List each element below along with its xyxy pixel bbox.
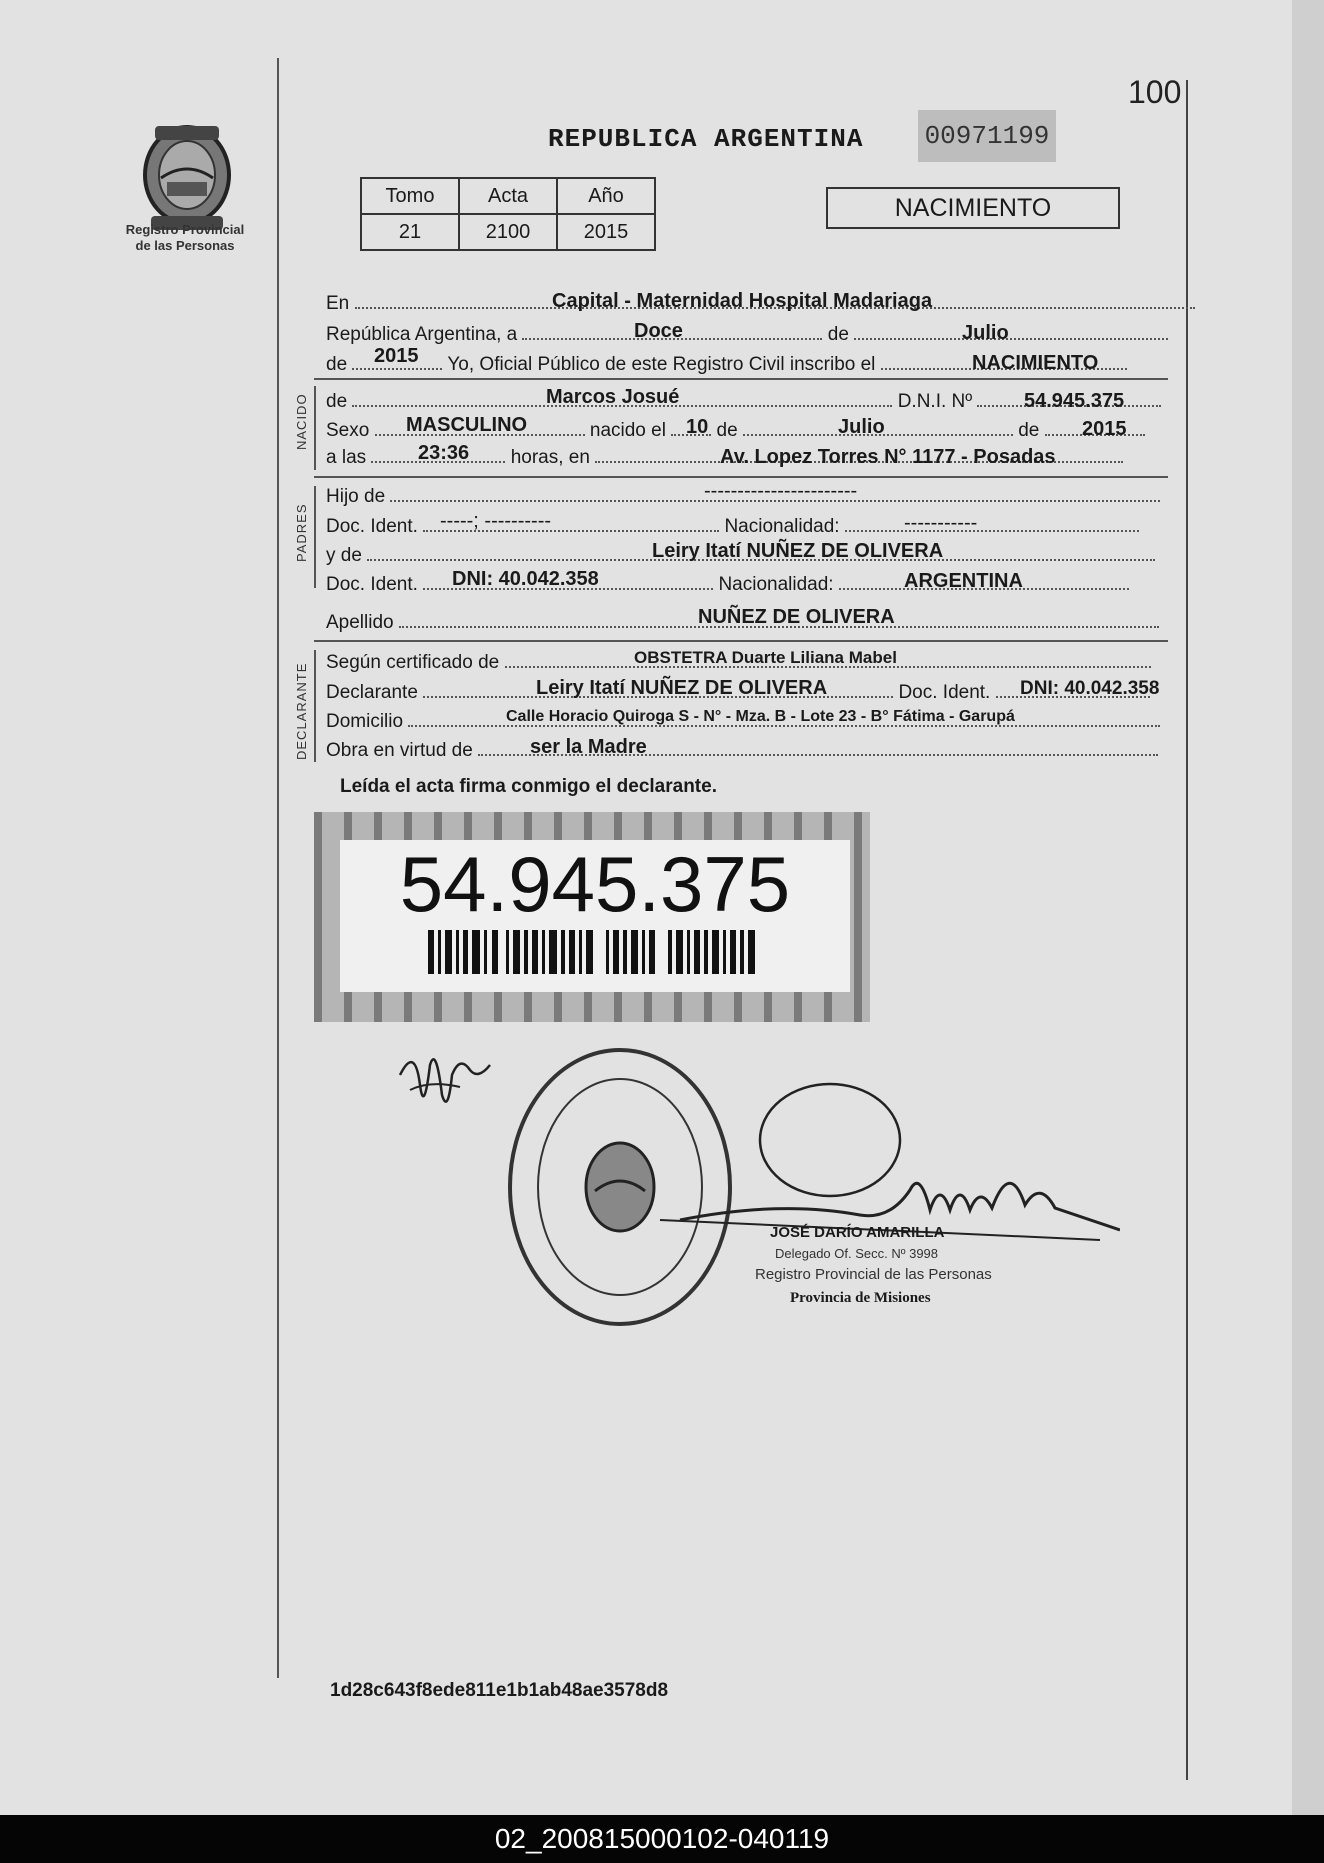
value-sexo: MASCULINO xyxy=(406,414,528,436)
official-name: JOSÉ DARÍO AMARILLA xyxy=(770,1224,945,1241)
value-padre-nac: ----------- xyxy=(904,512,978,534)
label-padre-nac: Nacionalidad: xyxy=(724,516,840,537)
value-declarante-doc: DNI: 40.042.358 xyxy=(1020,678,1160,699)
footer-filename: 02_200815000102-040119 xyxy=(494,1823,830,1854)
label-dni: D.N.I. Nº xyxy=(897,391,973,412)
value-direccion-nac: Av. Lopez Torres N° 1177 - Posadas xyxy=(720,446,1056,468)
label-de-1: de xyxy=(827,324,849,345)
value-dia-nac: 10 xyxy=(686,416,709,438)
side-label-padres: PADRES xyxy=(294,503,309,562)
label-republica: República Argentina, a xyxy=(326,324,518,345)
label-horas-en: horas, en xyxy=(510,447,590,468)
label-a-las: a las xyxy=(326,447,367,468)
value-tipo: NACIMIENTO xyxy=(972,352,1099,374)
value-dni: 54.945.375 xyxy=(1024,390,1125,412)
page-edge xyxy=(1292,0,1324,1815)
label-de-5: de xyxy=(1018,420,1040,441)
value-hora: 23:36 xyxy=(418,442,470,464)
value-madre-nac: ARGENTINA xyxy=(904,570,1023,592)
label-de-2: de xyxy=(326,354,348,375)
page-number: 100 xyxy=(1128,74,1182,110)
registry-table xyxy=(360,177,656,251)
official-province: Provincia de Misiones xyxy=(790,1290,931,1306)
stamp-dni-number: 54.945.375 xyxy=(399,840,791,928)
label-hijo-de: Hijo de xyxy=(326,486,386,507)
row-republica xyxy=(326,324,1168,346)
registry-value-tomo: 21 xyxy=(361,214,459,250)
value-mes-nac: Julio xyxy=(838,416,885,438)
label-madre-doc: Doc. Ident. xyxy=(326,574,418,595)
label-madre-nac: Nacionalidad: xyxy=(718,574,834,595)
label-yo-oficial: Yo, Oficial Público de este Registro Civil inscribo el xyxy=(447,354,876,375)
value-domicilio: Calle Horacio Quiroga S - N° - Mza. B - Lote 23 - B° Fátima - Garupá xyxy=(506,708,1015,725)
record-type-box: NACIMIENTO xyxy=(826,187,1120,229)
registry-label-tomo: Tomo xyxy=(361,178,459,214)
value-padre: ----------------------- xyxy=(704,480,858,502)
serial-number: 00971199 xyxy=(918,110,1056,162)
label-nacido-el: nacido el xyxy=(589,420,666,441)
label-sexo: Sexo xyxy=(326,420,370,441)
margin-line xyxy=(277,58,279,1678)
document-hash: 1d28c643f8ede811e1b1ab48ae3578d8 xyxy=(330,1680,669,1701)
side-label-nacido: NACIDO xyxy=(294,393,309,450)
label-y-de: y de xyxy=(326,545,362,566)
country-title: REPUBLICA ARGENTINA xyxy=(548,124,864,154)
logo-caption-line2: de las Personas xyxy=(135,238,235,253)
value-madre-doc: DNI: 40.042.358 xyxy=(452,568,599,590)
label-en: En xyxy=(326,293,350,314)
label-de-4: de xyxy=(716,420,738,441)
label-segun-cert: Según certificado de xyxy=(326,652,500,673)
value-declarante: Leiry Itatí NUÑEZ DE OLIVERA xyxy=(536,677,828,699)
label-domicilio: Domicilio xyxy=(326,711,404,732)
value-mes: Julio xyxy=(962,322,1009,344)
registry-label-anio: Año xyxy=(557,178,655,214)
label-apellido: Apellido xyxy=(326,612,394,633)
official-role: Delegado Of. Secc. Nº 3998 xyxy=(775,1246,939,1261)
registry-label-acta: Acta xyxy=(459,178,557,214)
row-obra xyxy=(326,740,1158,762)
value-lugar: Capital - Maternidad Hospital Madariaga xyxy=(552,290,933,312)
value-apellido: NUÑEZ DE OLIVERA xyxy=(698,606,895,628)
declarant-signature xyxy=(390,1035,500,1125)
value-dia: Doce xyxy=(634,320,683,342)
official-office: Registro Provincial de las Personas xyxy=(755,1266,992,1283)
label-padre-doc: Doc. Ident. xyxy=(326,516,418,537)
side-label-declarante: DECLARANTE xyxy=(294,662,309,760)
value-certificado: OBSTETRA Duarte Liliana Mabel xyxy=(634,648,897,667)
value-anio: 2015 xyxy=(374,345,419,367)
closing-note: Leída el acta firma conmigo el declarante. xyxy=(340,776,717,797)
right-margin-line xyxy=(1186,80,1188,1780)
logo-caption xyxy=(110,222,260,254)
barcode-icon xyxy=(428,930,762,974)
label-declarante-doc: Doc. Ident. xyxy=(898,682,991,703)
label-obra: Obra en virtud de xyxy=(326,740,473,761)
value-nombre: Marcos Josué xyxy=(546,386,680,408)
value-padre-doc: -----; ---------- xyxy=(440,510,552,532)
value-obra: ser la Madre xyxy=(530,736,647,758)
registry-value-acta: 2100 xyxy=(459,214,557,250)
logo-caption-line1: Registro Provincial xyxy=(125,222,245,237)
label-de-3: de xyxy=(326,391,348,412)
registry-value-anio: 2015 xyxy=(557,214,655,250)
value-anio-nac: 2015 xyxy=(1082,418,1127,440)
value-madre: Leiry Itatí NUÑEZ DE OLIVERA xyxy=(652,540,944,562)
label-declarante: Declarante xyxy=(326,682,418,703)
